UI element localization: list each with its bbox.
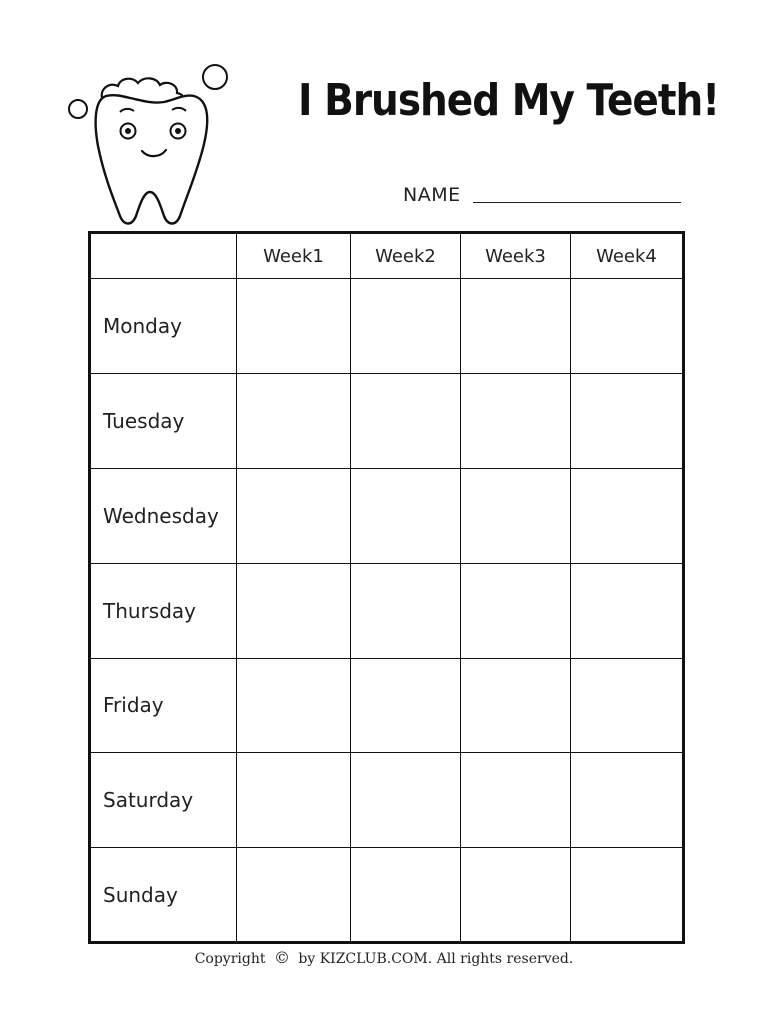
copyright-suffix: by KIZCLUB.COM. All rights reserved. bbox=[298, 951, 574, 967]
week-header: Week1 bbox=[237, 233, 351, 279]
day-label: Sunday bbox=[90, 848, 237, 943]
day-row bbox=[90, 848, 684, 943]
check-cell[interactable] bbox=[571, 468, 684, 563]
check-cell[interactable] bbox=[571, 658, 684, 753]
week-header: Week4 bbox=[571, 233, 684, 279]
page-title: I Brushed My Teeth! bbox=[298, 76, 720, 127]
corner-cell bbox=[90, 233, 237, 279]
tooth-mascot-icon bbox=[60, 58, 240, 233]
day-row bbox=[90, 468, 684, 563]
header-row bbox=[90, 233, 684, 279]
check-cell[interactable] bbox=[461, 563, 571, 658]
check-cell[interactable] bbox=[237, 848, 351, 943]
check-cell[interactable] bbox=[461, 374, 571, 469]
copyright-prefix: Copyright bbox=[194, 951, 266, 967]
check-cell[interactable] bbox=[461, 468, 571, 563]
check-cell[interactable] bbox=[351, 848, 461, 943]
day-label: Wednesday bbox=[90, 468, 237, 563]
check-cell[interactable] bbox=[461, 279, 571, 374]
name-label: NAME bbox=[403, 184, 461, 206]
day-label: Tuesday bbox=[90, 374, 237, 469]
check-cell[interactable] bbox=[571, 753, 684, 848]
copyright-icon: © bbox=[273, 948, 290, 967]
day-label: Friday bbox=[90, 658, 237, 753]
check-cell[interactable] bbox=[351, 468, 461, 563]
day-label: Saturday bbox=[90, 753, 237, 848]
check-cell[interactable] bbox=[571, 563, 684, 658]
check-cell[interactable] bbox=[237, 374, 351, 469]
name-line[interactable] bbox=[473, 202, 681, 203]
day-row bbox=[90, 658, 684, 753]
week-header: Week3 bbox=[461, 233, 571, 279]
check-cell[interactable] bbox=[351, 279, 461, 374]
check-cell[interactable] bbox=[351, 563, 461, 658]
check-cell[interactable] bbox=[461, 658, 571, 753]
check-cell[interactable] bbox=[571, 848, 684, 943]
check-cell[interactable] bbox=[461, 848, 571, 943]
day-row bbox=[90, 279, 684, 374]
day-row bbox=[90, 563, 684, 658]
check-cell[interactable] bbox=[351, 658, 461, 753]
copyright-notice bbox=[0, 948, 768, 967]
day-row bbox=[90, 374, 684, 469]
check-cell[interactable] bbox=[237, 563, 351, 658]
check-cell[interactable] bbox=[571, 279, 684, 374]
week-header: Week2 bbox=[351, 233, 461, 279]
check-cell[interactable] bbox=[237, 753, 351, 848]
check-cell[interactable] bbox=[237, 468, 351, 563]
day-label: Monday bbox=[90, 279, 237, 374]
check-cell[interactable] bbox=[351, 753, 461, 848]
day-label: Thursday bbox=[90, 563, 237, 658]
check-cell[interactable] bbox=[461, 753, 571, 848]
day-row bbox=[90, 753, 684, 848]
check-cell[interactable] bbox=[237, 658, 351, 753]
check-cell[interactable] bbox=[571, 374, 684, 469]
check-cell[interactable] bbox=[237, 279, 351, 374]
brushing-chart bbox=[88, 231, 685, 944]
check-cell[interactable] bbox=[351, 374, 461, 469]
name-field[interactable] bbox=[403, 184, 693, 208]
